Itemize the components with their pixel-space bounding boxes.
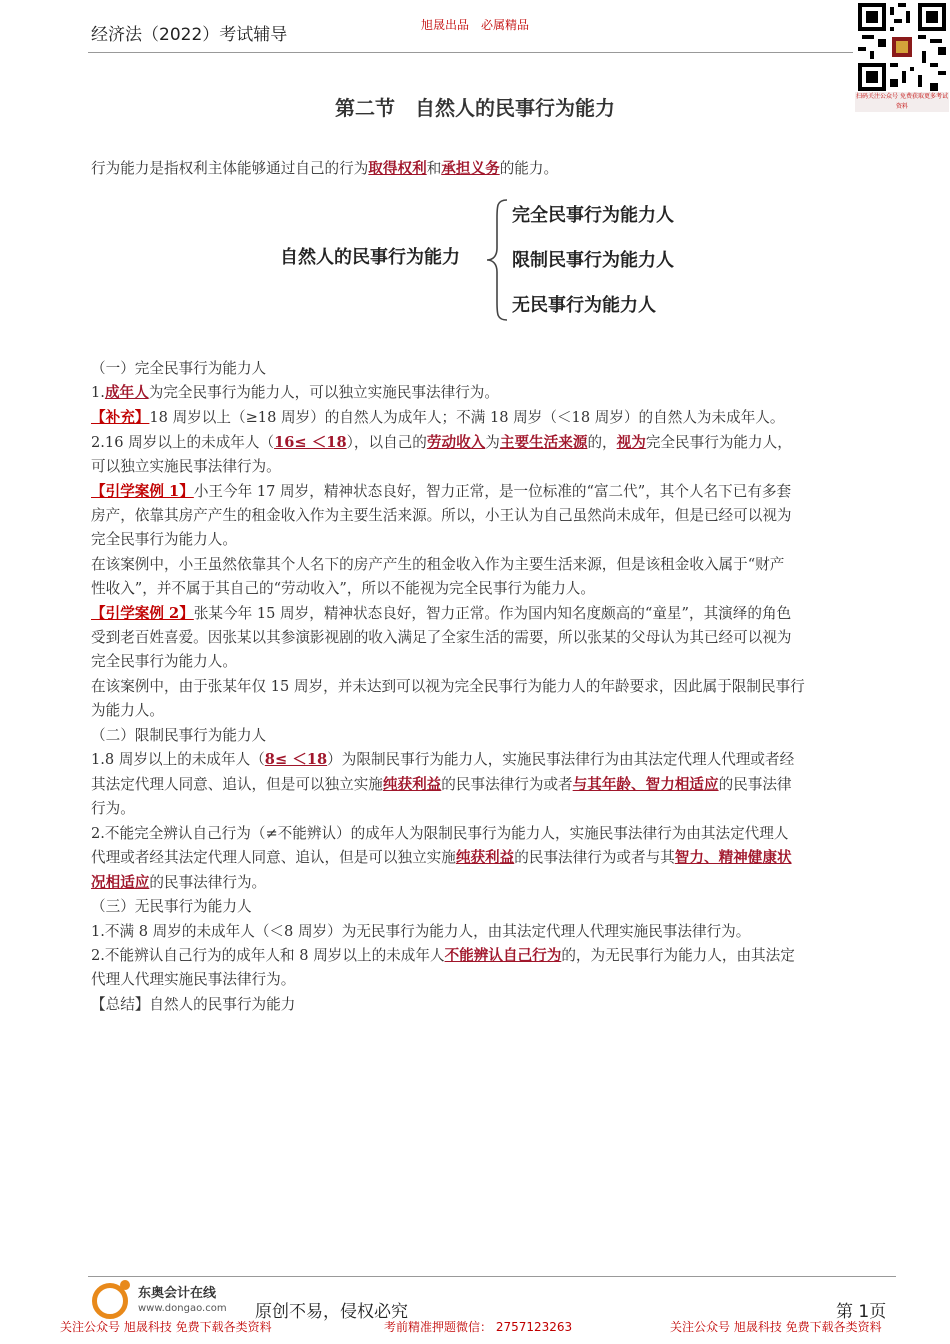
header-brand: 旭晟出品 必属精品: [421, 18, 530, 32]
brace-icon: [485, 198, 509, 322]
text-line: 【引学案例 1】小王今年 17 周岁，精神状态良好，智力正常，是一位标准的“富二代”，其个人名下已有多套: [91, 483, 792, 500]
page-number: 第 1页: [836, 1302, 887, 1322]
text-line: 2.不能辨认自己行为的成年人和 8 周岁以上的未成年人不能辨认自己行为的，为无民事行为能力人，由其法定: [91, 947, 795, 964]
intro-paragraph: 行为能力是指权利主体能够通过自己的行为取得权利和承担义务的能力。: [91, 160, 559, 177]
text-line: 1.8 周岁以上的未成年人（8≤ ＜18）为限制民事行为能力人，实施民事法律行为由其法定代理人代理或者经: [91, 751, 795, 768]
highlight-acquire-rights: 取得权利: [368, 160, 427, 177]
case-2-label: 【引学案例 2】: [91, 605, 194, 622]
qr-code-icon: [858, 3, 946, 91]
text-line: 完全民事行为能力人。: [91, 531, 237, 548]
diagram-root: 自然人的民事行为能力: [280, 247, 460, 268]
section-title: 第二节 自然人的民事行为能力: [335, 96, 615, 120]
text-line: 代理或者经其法定代理人同意、追认，但是可以独立实施纯获利益的民事法律行为或者与其智力、精神健康状: [91, 849, 792, 866]
text-line: 【补充】18 周岁以上（≥18 周岁）的自然人为成年人；不满 18 周岁（＜18 周岁）的自然人为未成年人。: [91, 409, 785, 426]
text-line: 其法定代理人同意、追认，但是可以独立实施纯获利益的民事法律行为或者与其年龄、智力相适应的民事法律: [91, 776, 792, 793]
text-line: 1.成年人为完全民事行为能力人，可以独立实施民事法律行为。: [91, 384, 499, 401]
text-line: 在该案例中，小王虽然依靠其个人名下的房产产生的租金收入作为主要生活来源，但是该租金收入属于“财产: [91, 556, 785, 573]
text-line: 代理人代理实施民事法律行为。: [91, 971, 296, 988]
qr-caption: 扫码关注公众号 免费获取更多考试资料: [856, 93, 948, 110]
heading-limited-capacity: （二）限制民事行为能力人: [91, 727, 267, 744]
footer-note-center: 考前精准押题微信： 2757123263: [384, 1320, 573, 1334]
copyright-note: 原创不易，侵权必究: [255, 1302, 408, 1322]
diagram-item-limited: 限制民事行为能力人: [512, 250, 674, 271]
text-line: 2.不能完全辨认自己行为（≠不能辨认）的成年人为限制民事行为能力人，实施民事法律行为由其法定代理人: [91, 825, 789, 842]
text-line: 【引学案例 2】张某今年 15 周岁，精神状态良好，智力正常。作为国内知名度颇高的“童星”，其演绎的角色: [91, 605, 792, 622]
capacity-diagram: [280, 195, 720, 325]
highlight-bear-obligations: 承担义务: [441, 160, 500, 177]
logo-url: www.dongao.com: [138, 1303, 227, 1314]
text-line: 1.不满 8 周岁的未成年人（＜8 周岁）为无民事行为能力人，由其法定代理人代理实施民事法律行为。: [91, 923, 751, 940]
heading-no-capacity: （三）无民事行为能力人: [91, 898, 252, 915]
diagram-item-none: 无民事行为能力人: [512, 295, 656, 316]
supplement-label: 【补充】: [91, 409, 150, 426]
footer-note-right: 关注公众号 旭晟科技 免费下载各类资料: [670, 1320, 882, 1334]
text-line: 在该案例中，由于张某年仅 15 周岁，并未达到可以视为完全民事行为能力人的年龄要求，因此属于限制民事行: [91, 678, 805, 695]
header-title: 经济法（2022）考试辅导: [91, 25, 288, 45]
text-line: 完全民事行为能力人。: [91, 653, 237, 670]
header-divider: [88, 52, 853, 53]
text-line: 行为。: [91, 800, 135, 817]
heading-full-capacity: （一）完全民事行为能力人: [91, 360, 267, 377]
summary-line: 【总结】自然人的民事行为能力: [91, 996, 296, 1013]
highlight-adult: 成年人: [104, 384, 149, 401]
footer-note-left: 关注公众号 旭晟科技 免费下载各类资料: [60, 1320, 272, 1334]
text-line: 房产，依靠其房产产生的租金收入作为主要生活来源。所以，小王认为自己虽然尚未成年，但是已经可以视为: [91, 507, 792, 524]
case-1-label: 【引学案例 1】: [91, 483, 194, 500]
diagram-item-full: 完全民事行为能力人: [512, 205, 674, 226]
text-line: 性收入”，并不属于其自己的“劳动收入”，所以不能视为完全民事行为能力人。: [91, 580, 595, 597]
text-line: 2.16 周岁以上的未成年人（16≤ ＜18），以自己的劳动收入为主要生活来源的，视为完全民事行为能力人，: [91, 434, 792, 451]
text-line: 况相适应的民事法律行为。: [91, 874, 267, 891]
text-line: 为能力人。: [91, 702, 164, 719]
logo-dot-icon: [120, 1280, 130, 1290]
footer-divider: [88, 1276, 896, 1277]
text-line: 受到老百姓喜爱。因张某以其参演影视剧的收入满足了全家生活的需要，所以张某的父母认为其已经可以视为: [91, 629, 792, 646]
text-line: 可以独立实施民事法律行为。: [91, 458, 281, 475]
logo-name: 东奥会计在线: [138, 1286, 217, 1301]
